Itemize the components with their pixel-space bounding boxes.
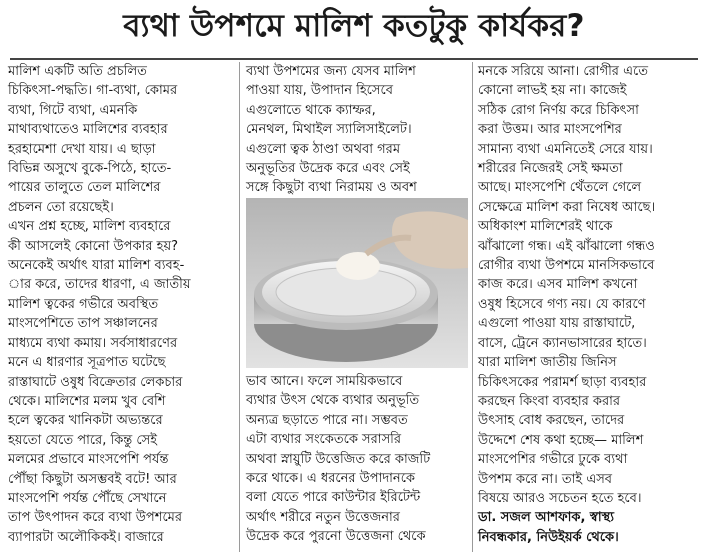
text-line: করছেন কিংবা ব্যবহার করার	[478, 393, 621, 409]
text-line: অধিকাংশ মালিশেরই থাকে	[478, 219, 613, 235]
byline-line: ডা. সজল আশফাক, স্বাস্থ্য	[478, 510, 614, 526]
text-line: উদ্দেশে শেষ কথা হচ্ছে— মালিশ	[478, 432, 644, 448]
article-headline: ব্যথা উপশমে মালিশ কতটুকু কার্যকর?	[123, 8, 585, 44]
text-line: থেকে। মালিশের মলম খুব বেশি	[8, 393, 166, 409]
text-line: উৎসাহ বোধ করছেন, তাদের	[478, 413, 625, 429]
text-line: মাধ্যমে ব্যথা কমায়। সর্বসাধারণের	[8, 335, 178, 351]
text-line: অর্থাৎ শরীরে নতুন উত্তেজনার	[246, 509, 400, 525]
text-line: মনে এ ধারণার সূত্রপাত ঘটেছে	[8, 355, 166, 371]
text-line: হলে ত্বকের খানিকটা অভ্যন্তরে	[8, 413, 163, 429]
ointment-photo	[246, 198, 468, 368]
column-divider	[472, 62, 473, 552]
text-line: মাংসপেশির গভীরে ঢুকে ব্যথা	[478, 452, 628, 468]
headline-rule	[10, 58, 698, 60]
text-line: অথবা স্নায়ুটি উত্তেজিত করে কাজটি	[246, 451, 431, 467]
text-line: অনেকেই অর্থাৎ যারা মালিশ ব্যবহ-	[8, 258, 185, 274]
text-line: সেক্ষেত্রে মালিশ করা নিষেধ আছে।	[478, 199, 656, 215]
text-line: অনুভূতির উদ্রেক করে এবং সেই	[246, 161, 410, 177]
text-line: কী আসলেই কোনো উপকার হয়?	[8, 238, 179, 254]
text-line: প্রচলন তো রয়েছেই।	[8, 199, 114, 215]
text-line: ার করে, তাদের ধারণা, এ জাতীয়	[8, 277, 191, 293]
text-line: মলমের প্রভাবে মাংসপেশি পর্যন্ত	[8, 452, 169, 468]
text-line: ব্যথা, গিটে ব্যথা, এমনকি	[8, 102, 138, 118]
text-line: মালিশ ত্বকের গভীরে অবস্থিত	[8, 296, 159, 312]
text-line: ওষুধ হিসেবে গণ্য নয়। যে কারণে	[478, 296, 646, 312]
text-line: মাংসপেশিতে তাপ সঞ্চালনের	[8, 316, 158, 332]
text-line: এগুলো ত্বক ঠাণ্ডা অথবা গরম	[246, 141, 401, 157]
text-line: রোগীর ব্যথা উপশমে মানসিকভাবে	[478, 258, 655, 274]
text-line: পৌঁছা কিছুটা অসম্ভবই বটে! আর	[8, 471, 177, 487]
text-line: মালিশ একটি অতি প্রচলিত	[8, 64, 147, 79]
column-2-bottom	[246, 372, 470, 554]
text-line: চিকিৎসকের পরামর্শ ছাড়া ব্যবহার	[478, 374, 647, 390]
text-line: মেনথল, মিথাইল স্যালিসাইলেট।	[246, 122, 412, 138]
text-line: রাস্তাঘাটে ওষুধ বিক্রেতার লেকচার	[8, 374, 183, 390]
text-line: কাজ করে। এসব মালিশ কখনো	[478, 277, 638, 293]
text-line: হয়তো যেতে পারে, কিন্তু সেই	[8, 432, 158, 448]
column-1	[8, 62, 232, 552]
text-line: বিষয়ে আরও সচেতন হতে হবে।	[478, 490, 642, 506]
ointment-tin-image	[246, 198, 468, 368]
text-line: পায়ের তালুতে তেল মালিশের	[8, 180, 161, 196]
text-line: ভাব আনে। ফলে সাময়িকভাবে	[246, 374, 403, 389]
column-3	[478, 62, 704, 552]
text-line: ব্যাপারটা অলৌকিকই। বাজারে	[8, 529, 164, 545]
text-line: বলা যেতে পারে কাউন্টার ইরিটেন্ট	[246, 490, 421, 506]
text-line: এগুলোতে থাকে ক্যাম্ফর,	[246, 102, 376, 118]
text-line: উদ্রেক করে পুরনো উত্তেজনা থেকে	[246, 529, 426, 545]
column-2-top	[246, 62, 470, 196]
text-line: শরীরের নিজেরই সেই ক্ষমতা	[478, 161, 623, 177]
text-line: পাওয়া যায়, উপাদান হিসেবে	[246, 83, 393, 99]
text-line: এটা ব্যথার সংকেতকে সরাসরি	[246, 432, 402, 448]
text-line: বিভিন্ন অসুখে বুকে-পিঠে, হাতে-	[8, 161, 172, 177]
text-line: ব্যথা উপশমের জন্য যেসব মালিশ	[246, 64, 416, 79]
text-line: হরহামেশা দেখা যায়। এ ছাড়া	[8, 141, 156, 157]
text-line: এগুলো পাওয়া যায় রাস্তাঘাটে,	[478, 316, 636, 332]
text-line: বাসে, ট্রেনে ক্যানভাসারের হাতে।	[478, 335, 647, 351]
text-line: মাথাব্যথাতেও মালিশের ব্যবহার	[8, 122, 168, 138]
text-line: সঙ্গে কিছুটা ব্যথা নিরাময় ও অবশ	[246, 180, 417, 196]
byline-line: নিবন্ধকার, নিউইয়র্ক থেকে।	[478, 529, 619, 545]
text-line: করে থাকে। এ ধরনের উপাদানকে	[246, 471, 416, 487]
text-line: ব্যথার উৎস থেকে ব্যথার অনুভূতি	[246, 393, 420, 409]
text-line: ঝাঁঝালো গন্ধ। এই ঝাঁঝালো গন্ধও	[478, 238, 655, 254]
text-line: তাপ উৎপাদন করে ব্যথা উপশমের	[8, 510, 183, 526]
text-line: সামান্য ব্যথা এমনিতেই সেরে যায়।	[478, 141, 653, 157]
text-line: উপশম করে না। তাই এসব	[478, 471, 613, 487]
text-line: মনকে সরিয়ে আনা। রোগীর এতে	[478, 64, 648, 79]
text-line: অন্যত্র ছড়াতে পারে না। সম্ভবত	[246, 412, 408, 428]
text-line: সঠিক রোগ নির্ণয় করে চিকিৎসা	[478, 102, 639, 118]
text-line: মাংসপেশি পর্যন্ত পৌঁছে সেখানে	[8, 490, 167, 506]
text-line: করা উত্তম। আর মাংসপেশির	[478, 122, 622, 138]
text-line: চিকিৎসা-পদ্ধতি। গা-ব্যথা, কোমর	[8, 83, 178, 99]
column-divider	[239, 62, 240, 552]
text-line: এখন প্রশ্ন হচ্ছে, মালিশ ব্যবহারে	[8, 219, 171, 235]
text-line: আছে। মাংসপেশি থেঁতলে গেলে	[478, 180, 642, 196]
text-line: যারা মালিশ জাতীয় জিনিস	[478, 355, 617, 371]
text-line: কোনো লাভই হয় না। কাজেই	[478, 83, 627, 99]
